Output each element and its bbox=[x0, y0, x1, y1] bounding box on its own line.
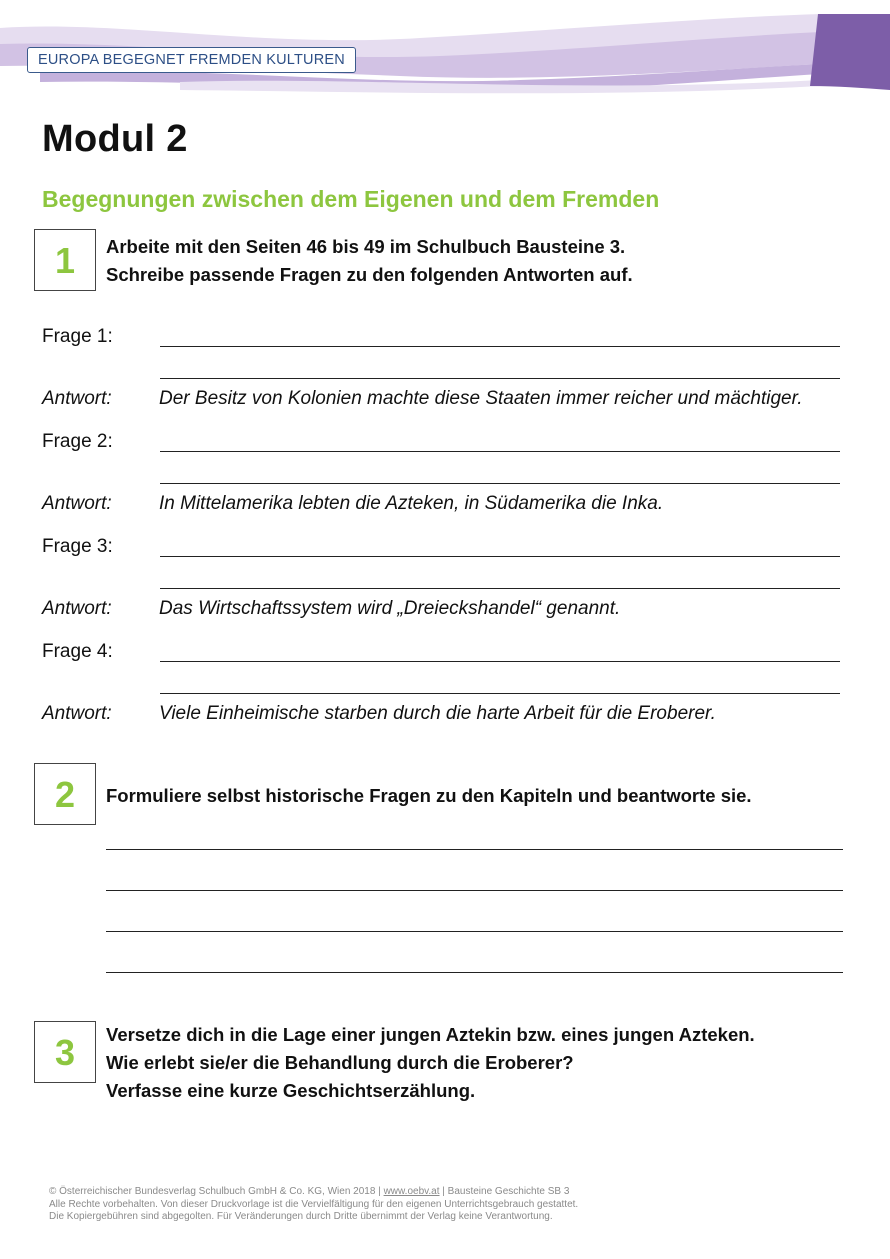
publisher-website-link[interactable]: www.oebv.at bbox=[383, 1186, 440, 1197]
question-label-2: Frage 2: bbox=[42, 431, 113, 452]
task-2-write-line-2[interactable] bbox=[106, 890, 843, 891]
task-1-line-1: Arbeite mit den Seiten 46 bis 49 im Schulbuch Bausteine 3. bbox=[106, 236, 626, 257]
footer-line-2: Alle Rechte vorbehalten. Von dieser Druckvorlage ist die Vervielfältigung für den eigenen Unterrichtsgebrauch gestattet. bbox=[49, 1198, 579, 1210]
answer-2: In Mittelamerika lebten die Azteken, in Südamerika die Inka. bbox=[159, 493, 664, 514]
question-4-write-line-1[interactable] bbox=[160, 661, 840, 662]
question-label-4: Frage 4: bbox=[42, 641, 113, 662]
footer-publisher: © Österreichischer Bundesverlag Schulbuch GmbH & Co. KG, Wien 2018 | bbox=[49, 1186, 384, 1197]
question-2-write-line-1[interactable] bbox=[160, 451, 840, 452]
question-4-write-line-2[interactable] bbox=[160, 693, 840, 694]
copyright-footer bbox=[49, 1186, 578, 1224]
footer-line-3: Die Kopiergebühren sind abgegolten. Für Veränderungen durch Dritte übernimmt der Verlag keine Verantwortung. bbox=[49, 1211, 553, 1222]
task-1-number: 1 bbox=[34, 229, 96, 291]
task-2-number: 2 bbox=[34, 763, 96, 825]
answer-label-3: Antwort: bbox=[42, 598, 112, 619]
answer-label-1: Antwort: bbox=[42, 388, 112, 409]
page-subtitle: Begegnungen zwischen dem Eigenen und dem Fremden bbox=[42, 186, 660, 212]
question-3-write-line-1[interactable] bbox=[160, 556, 840, 557]
task-2-write-line-1[interactable] bbox=[106, 849, 843, 850]
question-label-1: Frage 1: bbox=[42, 326, 113, 347]
task-3-line-3: Verfasse eine kurze Geschichtserzählung. bbox=[106, 1080, 476, 1101]
task-1-instructions bbox=[106, 233, 633, 289]
question-2-write-line-2[interactable] bbox=[160, 483, 840, 484]
task-2-write-line-4[interactable] bbox=[106, 972, 843, 973]
question-3-write-line-2[interactable] bbox=[160, 588, 840, 589]
footer-line-1 bbox=[49, 1186, 578, 1199]
question-1-write-line-1[interactable] bbox=[160, 346, 840, 347]
task-2-instructions bbox=[106, 782, 752, 810]
answer-label-4: Antwort: bbox=[42, 703, 112, 724]
footer-book-title: | Bausteine Geschichte SB 3 bbox=[439, 1186, 570, 1197]
answer-1: Der Besitz von Kolonien machte diese Staaten immer reicher und mächtiger. bbox=[159, 388, 803, 409]
task-3-number: 3 bbox=[34, 1021, 96, 1083]
answer-label-2: Antwort: bbox=[42, 493, 112, 514]
question-1-write-line-2[interactable] bbox=[160, 378, 840, 379]
answer-4: Viele Einheimische starben durch die harte Arbeit für die Eroberer. bbox=[159, 703, 716, 724]
task-3-line-1: Versetze dich in die Lage einer jungen Aztekin bzw. eines jungen Azteken. bbox=[106, 1024, 755, 1045]
series-label: EUROPA BEGEGNET FREMDEN KULTUREN bbox=[27, 47, 356, 73]
task-3-line-2: Wie erlebt sie/er die Behandlung durch die Eroberer? bbox=[106, 1052, 574, 1073]
task-3-instructions bbox=[106, 1021, 755, 1105]
question-label-3: Frage 3: bbox=[42, 536, 113, 557]
task-2-line-1: Formuliere selbst historische Fragen zu den Kapiteln und beantworte sie. bbox=[106, 785, 752, 806]
task-1-line-2: Schreibe passende Fragen zu den folgenden Antworten auf. bbox=[106, 264, 633, 285]
task-2-write-line-3[interactable] bbox=[106, 931, 843, 932]
page-title: Modul 2 bbox=[42, 118, 188, 160]
answer-3: Das Wirtschaftssystem wird „Dreieckshandel“ genannt. bbox=[159, 598, 621, 619]
